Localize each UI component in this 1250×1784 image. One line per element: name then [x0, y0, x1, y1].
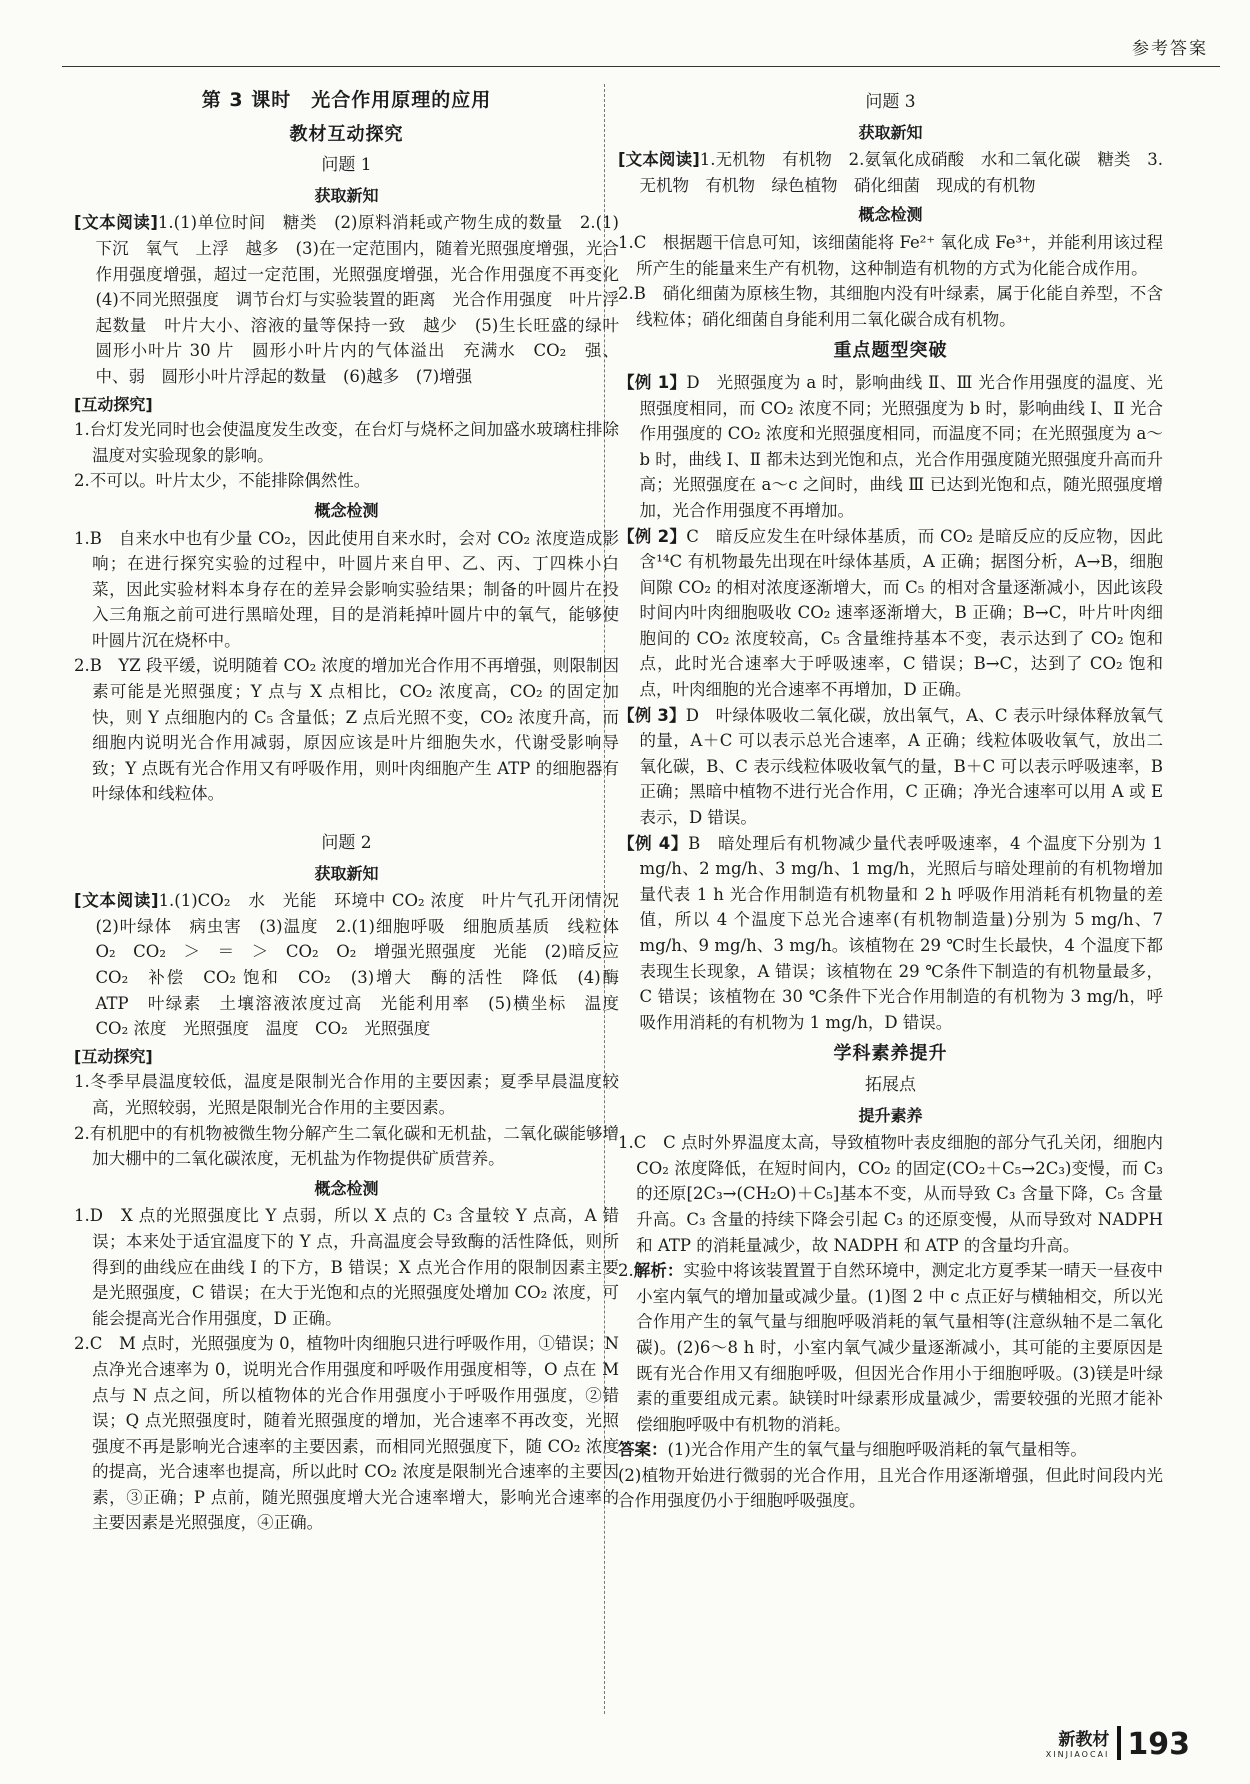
page-number: 193 — [1127, 1727, 1190, 1762]
question-heading: 问题 2 — [321, 833, 372, 854]
example-item — [618, 831, 1163, 1036]
answer-item: 1.D X 点的光照强度比 Y 点弱，所以 X 点的 C₃ 含量较 Y 点高，A 错误；本来处于适宜温度下的 Y 点，升高温度会导致酶的活性降低，则所得到的曲线应在曲线 Ⅰ 的下方，B 错误；X 点光合作用的限制因素主要是光照强度，C 错误；在大于光饱和点的光照强度处增加 CO₂ 浓度，可能会提高光合作用强度，D 正确。 — [74, 1206, 619, 1328]
subheading: 概念检测 — [314, 1178, 379, 1198]
header-rule — [62, 66, 1220, 67]
answer-text: (1)光合作用产生的氧气量与细胞呼吸消耗的氧气量相等。 — [667, 1440, 1087, 1460]
answer-item: 1.B 自来水中也有少量 CO₂，因此使用自来水时，会对 CO₂ 浓度造成影响；在进行探究实验的过程中，叶圆片来自甲、乙、丙、丁四株小白菜，因此实验材料本身存在的差异会影响实验结果；制备的叶圆片在投入三角瓶之前可进行黑暗处理，目的是消耗掉叶圆片中的氧气，能够使叶圆片沉在烧杯中。 — [74, 528, 619, 650]
subheading: 提升素养 — [858, 1105, 923, 1125]
reading-text: 1.(1)CO₂ 水 光能 环境中 CO₂ 浓度 叶片气孔开闭情况 (2)叶绿体 病虫害 (3)温度 2.(1)细胞呼吸 细胞质基质 线粒体 O₂ CO₂ ＞ ＝ ＞ CO₂ O₂ 增强光照强度 光能 (2)暗反应 CO₂ 补偿 CO₂ 饱和 CO₂ (3)增大 酶的活性 降低 (4)酶 ATP 叶绿素 土壤溶液浓度过高 光能利用率 (5)横坐标 温度 CO₂ 浓度 光照强度 温度 CO₂ 光照强度 — [95, 891, 636, 1039]
example-text: D 光照强度为 a 时，影响曲线 Ⅱ、Ⅲ 光合作用强度的温度、光照强度相同，而 CO₂ 浓度不同；光照强度为 b 时，影响曲线 Ⅰ、Ⅱ 光合作用强度的 CO₂ 浓度和光照强度相同，而温度不同；在光照强度为 a～b 时，曲线 Ⅰ、Ⅱ 都未达到光饱和点，光合作用强度随光照强度升高而升高；光照强度在 a～c 之间时，曲线 Ⅲ 已达到光饱和点，随光照强度增加，光合作用强度不再增加。 — [639, 372, 1163, 520]
lesson-title: 第 3 课时 光合作用原理的应用 — [201, 89, 492, 111]
extension-heading: 拓展点 — [865, 1074, 916, 1095]
analysis-label: 解析： — [633, 1261, 684, 1281]
reading-tag: [文本阅读] — [74, 891, 159, 911]
reading-tag: [文本阅读] — [74, 213, 158, 233]
answer-item: 2.B 硝化细菌为原核生物，其细胞内没有叶绿素，属于化能自养型，不含线粒体；硝化细菌自身能利用二氧化碳合成有机物。 — [618, 284, 1163, 329]
reading-text: 1.无机物 有机物 2.氨氧化成硝酸 水和二氧化碳 糖类 3.无机物 有机物 绿色植物 硝化细菌 现成的有机物 — [639, 150, 1163, 195]
analysis-text: 实验中将该装置置于自然环境中，测定北方夏季某一晴天一昼夜中小室内氧气的增加量或减少量。(1)图 2 中 c 点正好与横轴相交，所以光合作用产生的氧气量与细胞呼吸消耗的氧气量相等(注意纵轴不是二氧化碳)。(2)6～8 h 时，小室内氧气减少量逐渐减小，其可能的主要原因是既有光合作用又有细胞呼吸，但因光合作用小于细胞呼吸。(3)镁是叶绿素的重要组成元素。缺镁时叶绿素形成量减少，需要较强的光照才能补偿细胞呼吸中有机物的消耗。 — [636, 1261, 1163, 1434]
explore-tag: [互动探究] — [74, 1046, 153, 1066]
example-text: B 暗处理后有机物减少量代表呼吸速率，4 个温度下分别为 1 mg/h、2 mg/h、3 mg/h、1 mg/h，光照后与暗处理前的有机物增加量代表 1 h 光合作用制造有机物量和 2 h 呼吸作用消耗有机物量的差值，所以 4 个温度下总光合速率(有机物制造量)分别为 5 mg/h、7 mg/h、9 mg/h、3 mg/h。该植物在 29 ℃时生长最快，4 个温度下都表现生长现象，A 错误；该植物在 29 ℃条件下制造的有机物量最多，C 错误；该植物在 30 ℃条件下光合作用制造的有机物为 3 mg/h，呼吸作用消耗的有机物为 1 mg/h，D 错误。 — [639, 833, 1163, 1032]
reading-tag: [文本阅读] — [618, 150, 700, 170]
example-item — [618, 370, 1163, 524]
right-column — [618, 84, 1163, 1514]
subheading: 获取新知 — [858, 122, 923, 142]
footer — [1046, 1726, 1190, 1760]
example-item — [618, 703, 1163, 831]
explore-item: 1.冬季早晨温度较低，温度是限制光合作用的主要因素；夏季早晨温度较高，光照较弱，光照是限制光合作用的主要因素。 — [74, 1072, 619, 1117]
section-heading: 学科素养提升 — [833, 1043, 948, 1065]
answer-label: 答案： — [618, 1440, 668, 1460]
item-number: 2. — [618, 1261, 634, 1281]
example-item — [618, 524, 1163, 703]
brand — [1046, 1730, 1110, 1760]
explore-item: 2.不可以。叶片太少，不能排除偶然性。 — [74, 471, 371, 491]
subheading: 概念检测 — [314, 500, 379, 520]
example-tag: 【例 4】 — [618, 833, 689, 853]
reading-paragraph — [74, 210, 636, 389]
example-tag: 【例 3】 — [618, 705, 686, 725]
explore-item: 1.台灯发光同时也会使温度发生改变，在台灯与烧杯之间加盛水玻璃柱排除温度对实验现象的影响。 — [74, 420, 619, 465]
reading-paragraph — [74, 888, 636, 1042]
section-heading: 教材互动探究 — [289, 123, 404, 145]
reading-paragraph — [618, 147, 1163, 198]
example-tag: 【例 2】 — [618, 526, 687, 546]
section-heading: 重点题型突破 — [833, 340, 948, 362]
subheading: 获取新知 — [314, 863, 379, 883]
question-heading: 问题 3 — [865, 92, 916, 112]
question-heading: 问题 1 — [321, 155, 372, 176]
explore-tag: [互动探究] — [74, 394, 153, 414]
reading-text: 1.(1)单位时间 糖类 (2)原料消耗或产物生成的数量 2.(1)下沉 氧气 上浮 越多 (3)在一定范围内，随着光照强度增强，光合作用强度增强，超过一定范围，光照强度增强，光合作用强度不再变化 (4)不同光照强度 调节台灯与实验装置的距离 光合作用强度 叶片浮起数量 叶片大小、溶液的量等保持一致 越少 (5)生长旺盛的绿叶 圆形小叶片 30 片 圆形小叶片内的气体溢出 充满水 CO₂ 强、中、弱 圆形小叶片浮起的数量 (6)越多 (7)增强 — [95, 213, 636, 386]
example-text: C 暗反应发生在叶绿体基质，而 CO₂ 是暗反应的反应物，因此含¹⁴C 有机物最先出现在叶绿体基质，A 正确；据图分析，A→B，细胞间隙 CO₂ 的相对浓度逐渐增大，而 C₅ 的相对含量逐渐减小，因此该段时间内叶肉细胞吸收 CO₂ 速率逐渐增大，B 正确；B→C，叶片叶肉细胞间的 CO₂ 浓度较高，C₅ 含量维持基本不变，表示达到了 CO₂ 饱和点，此时光合速率大于呼吸速率，C 错误；B→C，达到了 CO₂ 饱和点，叶肉细胞的光合速率不再增加，D 正确。 — [639, 526, 1163, 700]
explore-item: 2.有机肥中的有机物被微生物分解产生二氧化碳和无机盐，二氧化碳能够增加大棚中的二氧化碳浓度，无机盐为作物提供矿质营养。 — [74, 1123, 619, 1169]
answer-item: 1.C 根据题干信息可知，该细菌能将 Fe²⁺ 氧化成 Fe³⁺，并能利用该过程所产生的能量来生产有机物，这种制造有机物的方式为化能合成作用。 — [618, 232, 1163, 278]
brand-name: 新教材 — [1058, 1730, 1110, 1750]
brand-pinyin: XINJIAOCAI — [1045, 1750, 1110, 1759]
header-label: 参考答案 — [1132, 39, 1208, 59]
answer-item — [618, 1258, 1163, 1437]
example-text: D 叶绿体吸收二氧化碳，放出氧气，A、C 表示叶绿体释放氧气的量，A＋C 可以表示总光合速率，A 正确；线粒体吸收氧气，放出二氧化碳，B、C 表示线粒体吸收氧气的量，B＋C 可以表示呼吸速率，B 正确；黑暗中植物不进行光合作用，C 正确；净光合速率可以用 A 或 E 表示，D 错误。 — [639, 705, 1164, 828]
answer-paragraph: (2)植物开始进行微弱的光合作用，且光合作用逐渐增强，但此时间段内光合作用强度仍小于细胞呼吸强度。 — [618, 1465, 1163, 1511]
answer-item: 1.C C 点时外界温度太高，导致植物叶表皮细胞的部分气孔关闭，细胞内 CO₂ 浓度降低，在短时间内，CO₂ 的固定(CO₂＋C₅→2C₃)变慢，而 C₃ 的还原[2C₃→(CH₂O)＋C₅]基本不变，从而导致 C₃ 含量下降，C₅ 含量升高。C₃ 含量的持续下降会引起 C₃ 的还原变慢，从而导致对 NADPH 和 ATP 的消耗量减少，故 NADPH 和 ATP 的含量均升高。 — [618, 1133, 1163, 1255]
subheading: 获取新知 — [314, 185, 379, 205]
footer-bar — [1117, 1726, 1121, 1760]
answer-item: 2.C M 点时，光照强度为 0，植物叶肉细胞只进行呼吸作用，①错误；N 点净光合速率为 0，说明光合作用强度和呼吸作用强度相等，O 点在 M 点与 N 点之间，所以植物体的光合作用强度小于呼吸作用强度，②错误；Q 点光照强度时，随着光照强度的增加，光合速率不再改变，光照强度不再是影响光合速率的主要因素，而相同光照强度下，随 CO₂ 浓度的提高，光合速率也提高，所以此时 CO₂ 浓度是限制光合速率的主要因素，③正确；P 点前，随光照强度增大光合速率增大，影响光合速率的主要因素是光照强度，④正确。 — [74, 1334, 619, 1533]
answer-item: 2.B YZ 段平缓，说明随着 CO₂ 浓度的增加光合作用不再增强，则限制因素可能是光照强度；Y 点与 X 点相比，CO₂ 浓度高，CO₂ 的固定加快，则 Y 点细胞内的 C₅ 含量低；Z 点后光照不变，CO₂ 浓度升高，而细胞内说明光合作用减弱，原因应该是叶片细胞失水，代谢受影响导致；Y 点既有光合作用又有呼吸作用，则叶肉细胞产生 ATP 的细胞器有叶绿体和线粒体。 — [74, 656, 619, 804]
subheading: 概念检测 — [858, 205, 923, 225]
left-column — [74, 84, 636, 1536]
answer-paragraph — [618, 1437, 1163, 1463]
example-tag: 【例 1】 — [618, 372, 687, 392]
